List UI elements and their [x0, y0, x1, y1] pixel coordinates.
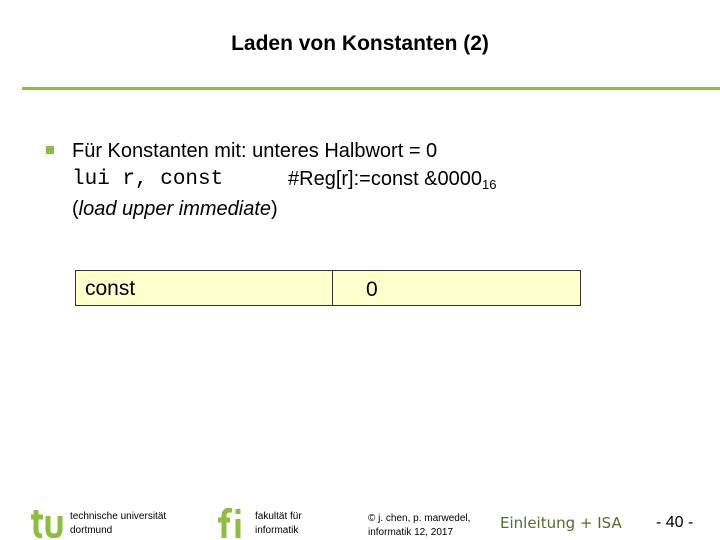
- section-label: Einleitung + ISA: [500, 514, 622, 532]
- bullet-text: Für Konstanten mit: unteres Halbwort = 0: [72, 140, 438, 162]
- university-name: [70, 510, 166, 538]
- instruction-note: (load upper immediate): [72, 198, 278, 220]
- university-line2: dortmund: [70, 525, 113, 536]
- title-divider: [22, 87, 720, 90]
- instruction-note-italic: load upper immediate: [78, 198, 272, 220]
- register-high-half: const: [85, 277, 136, 300]
- copyright: [368, 512, 470, 540]
- faculty-line1: fakultät für: [255, 511, 302, 522]
- faculty-line2: informatik: [255, 525, 299, 536]
- footer: [0, 500, 720, 540]
- register-divider: [332, 271, 333, 305]
- code-comment-main: #Reg[r]:=const &0000: [288, 168, 483, 190]
- code-instruction: lui r, const: [72, 168, 224, 191]
- page-number: - 40 -: [656, 514, 694, 531]
- slide-title: Laden von Konstanten (2): [231, 32, 489, 55]
- register-diagram: [75, 270, 581, 306]
- faculty-name: [255, 510, 302, 538]
- copyright-line2: informatik 12, 2017: [368, 527, 454, 538]
- university-line1: technische universität: [70, 511, 167, 522]
- register-low-half: 0: [366, 278, 378, 301]
- fi-logo-icon: [216, 508, 244, 538]
- code-comment: [288, 168, 496, 192]
- bullet-marker: [46, 146, 54, 154]
- code-comment-subscript: 16: [482, 177, 497, 192]
- copyright-line1: © j. chen, p. marwedel,: [368, 513, 471, 524]
- tu-logo-icon: [30, 508, 64, 538]
